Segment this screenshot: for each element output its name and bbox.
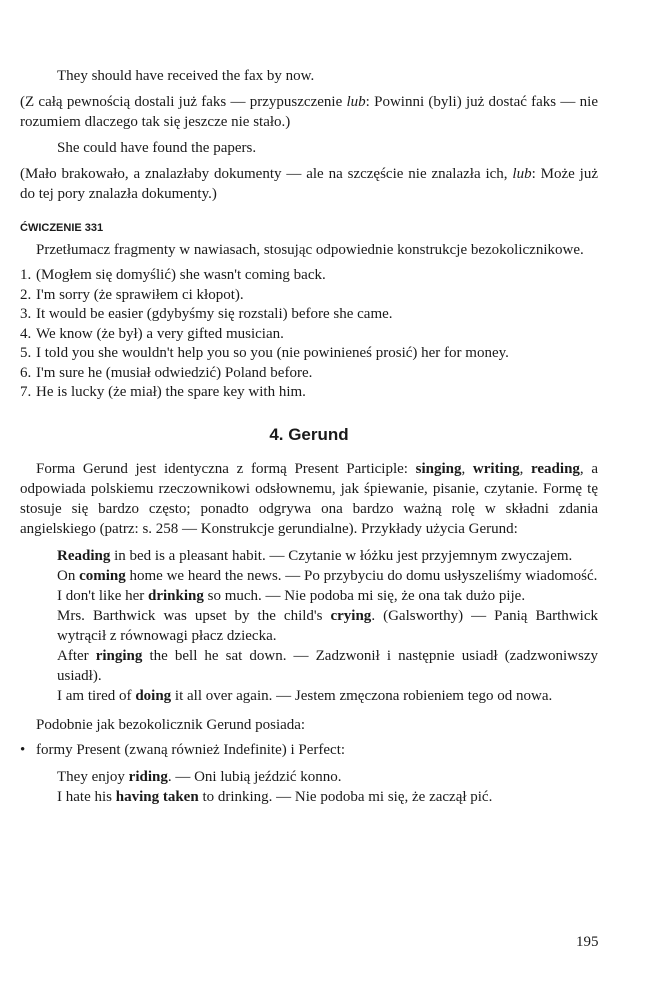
list-item: 7. He is lucky (że miał) the spare key with him. [20,384,306,400]
form-example: I hate his having taken to drinking. — Nie podoba mi się, że zaczął pić. [57,788,493,805]
example-sentence: She could have found the papers. [57,140,257,156]
gerund-example: After ringing the bell he sat down. — Zadzwonił i następnie usiadł (zadzwoniwszy usiadł). [57,647,598,684]
gerund-example: I don't like her drinking so much. — Nie podoba mi się, że ona tak dużo pije. [57,587,526,604]
list-item: 1. (Mogłem się domyślić) she wasn't coming back. [20,267,326,283]
list-item: 6. I'm sure he (musiał odwiedzić) Poland before. [20,364,313,381]
list-item: 2. I'm sorry (że sprawiłem ci kłopot). [20,286,244,303]
bullet-icon: • [20,741,26,758]
exercise-instruction: Przetłumacz fragmenty w nawiasach, stosując odpowiednie konstrukcje bezokolicznikowe. [36,242,584,258]
list-item: 4. We know (że był) a very gifted musician. [20,325,284,342]
page-number: 195 [576,934,599,950]
translation-paragraph: (Mało brakowało, a znalazłaby dokumenty — ale na szczęście nie znalazła ich, lub: Może już do tej pory znalazła dokumenty.) [20,166,598,202]
list-item: 5. I told you she wouldn't help you so you (nie powinieneś prosić) her for money. [20,345,509,361]
gerund-example: On coming home we heard the news. — Po przybyciu do domu usłyszeliśmy wiadomość. [57,567,598,584]
bullet-item: • formy Present (zwaną również Indefinite) i Perfect: [20,741,346,758]
page-content [20,66,598,807]
gerund-example: Mrs. Barthwick was upset by the child's crying. (Galsworthy) — Panią Barthwick wytrącił z równowagi płacz dziecka. [57,607,598,644]
gerund-examples [20,546,598,706]
list-item: 3. It would be easier (gdybyśmy się rozstali) before she came. [20,306,393,322]
gerund-example: Reading in bed is a pleasant habit. — Czytanie w łóżku jest przyjemnym zwyczajem. [57,547,573,564]
intro-paragraph: Forma Gerund jest identyczna z formą Present Participle: singing, writing, reading, a odpowiada polskiemu rzeczownikowi odsłownemu, jak śpiewanie, pisanie, czytanie. Formę tę stosuje się bardzo często; ponadto odgrywa ona bardzo ważną rolę w składni zdania angielskiego (patrz: s. 258 — Konstrukcje gerundialne). Przykłady użycia Gerund: [20,460,599,537]
exercise-heading: ĆWICZENIE 331 [20,222,104,234]
example-sentence: They should have received the fax by now. [57,68,315,84]
gerund-example: I am tired of doing it all over again. — Jestem zmęczona robieniem tego od nowa. [57,687,553,704]
translation-paragraph: (Z całą pewnością dostali już faks — przypuszczenie lub: Powinni (byli) już dostać faks — nie rozumiem dlaczego tak się jeszcze nie stało.) [20,94,598,130]
form-example: They enjoy riding. — Oni lubią jeździć konno. [57,768,342,785]
exercise-list [20,266,598,403]
form-examples [20,767,598,807]
section-title: 4. Gerund [269,424,349,444]
similarly-line: Podobnie jak bezokolicznik Gerund posiada: [36,716,306,733]
